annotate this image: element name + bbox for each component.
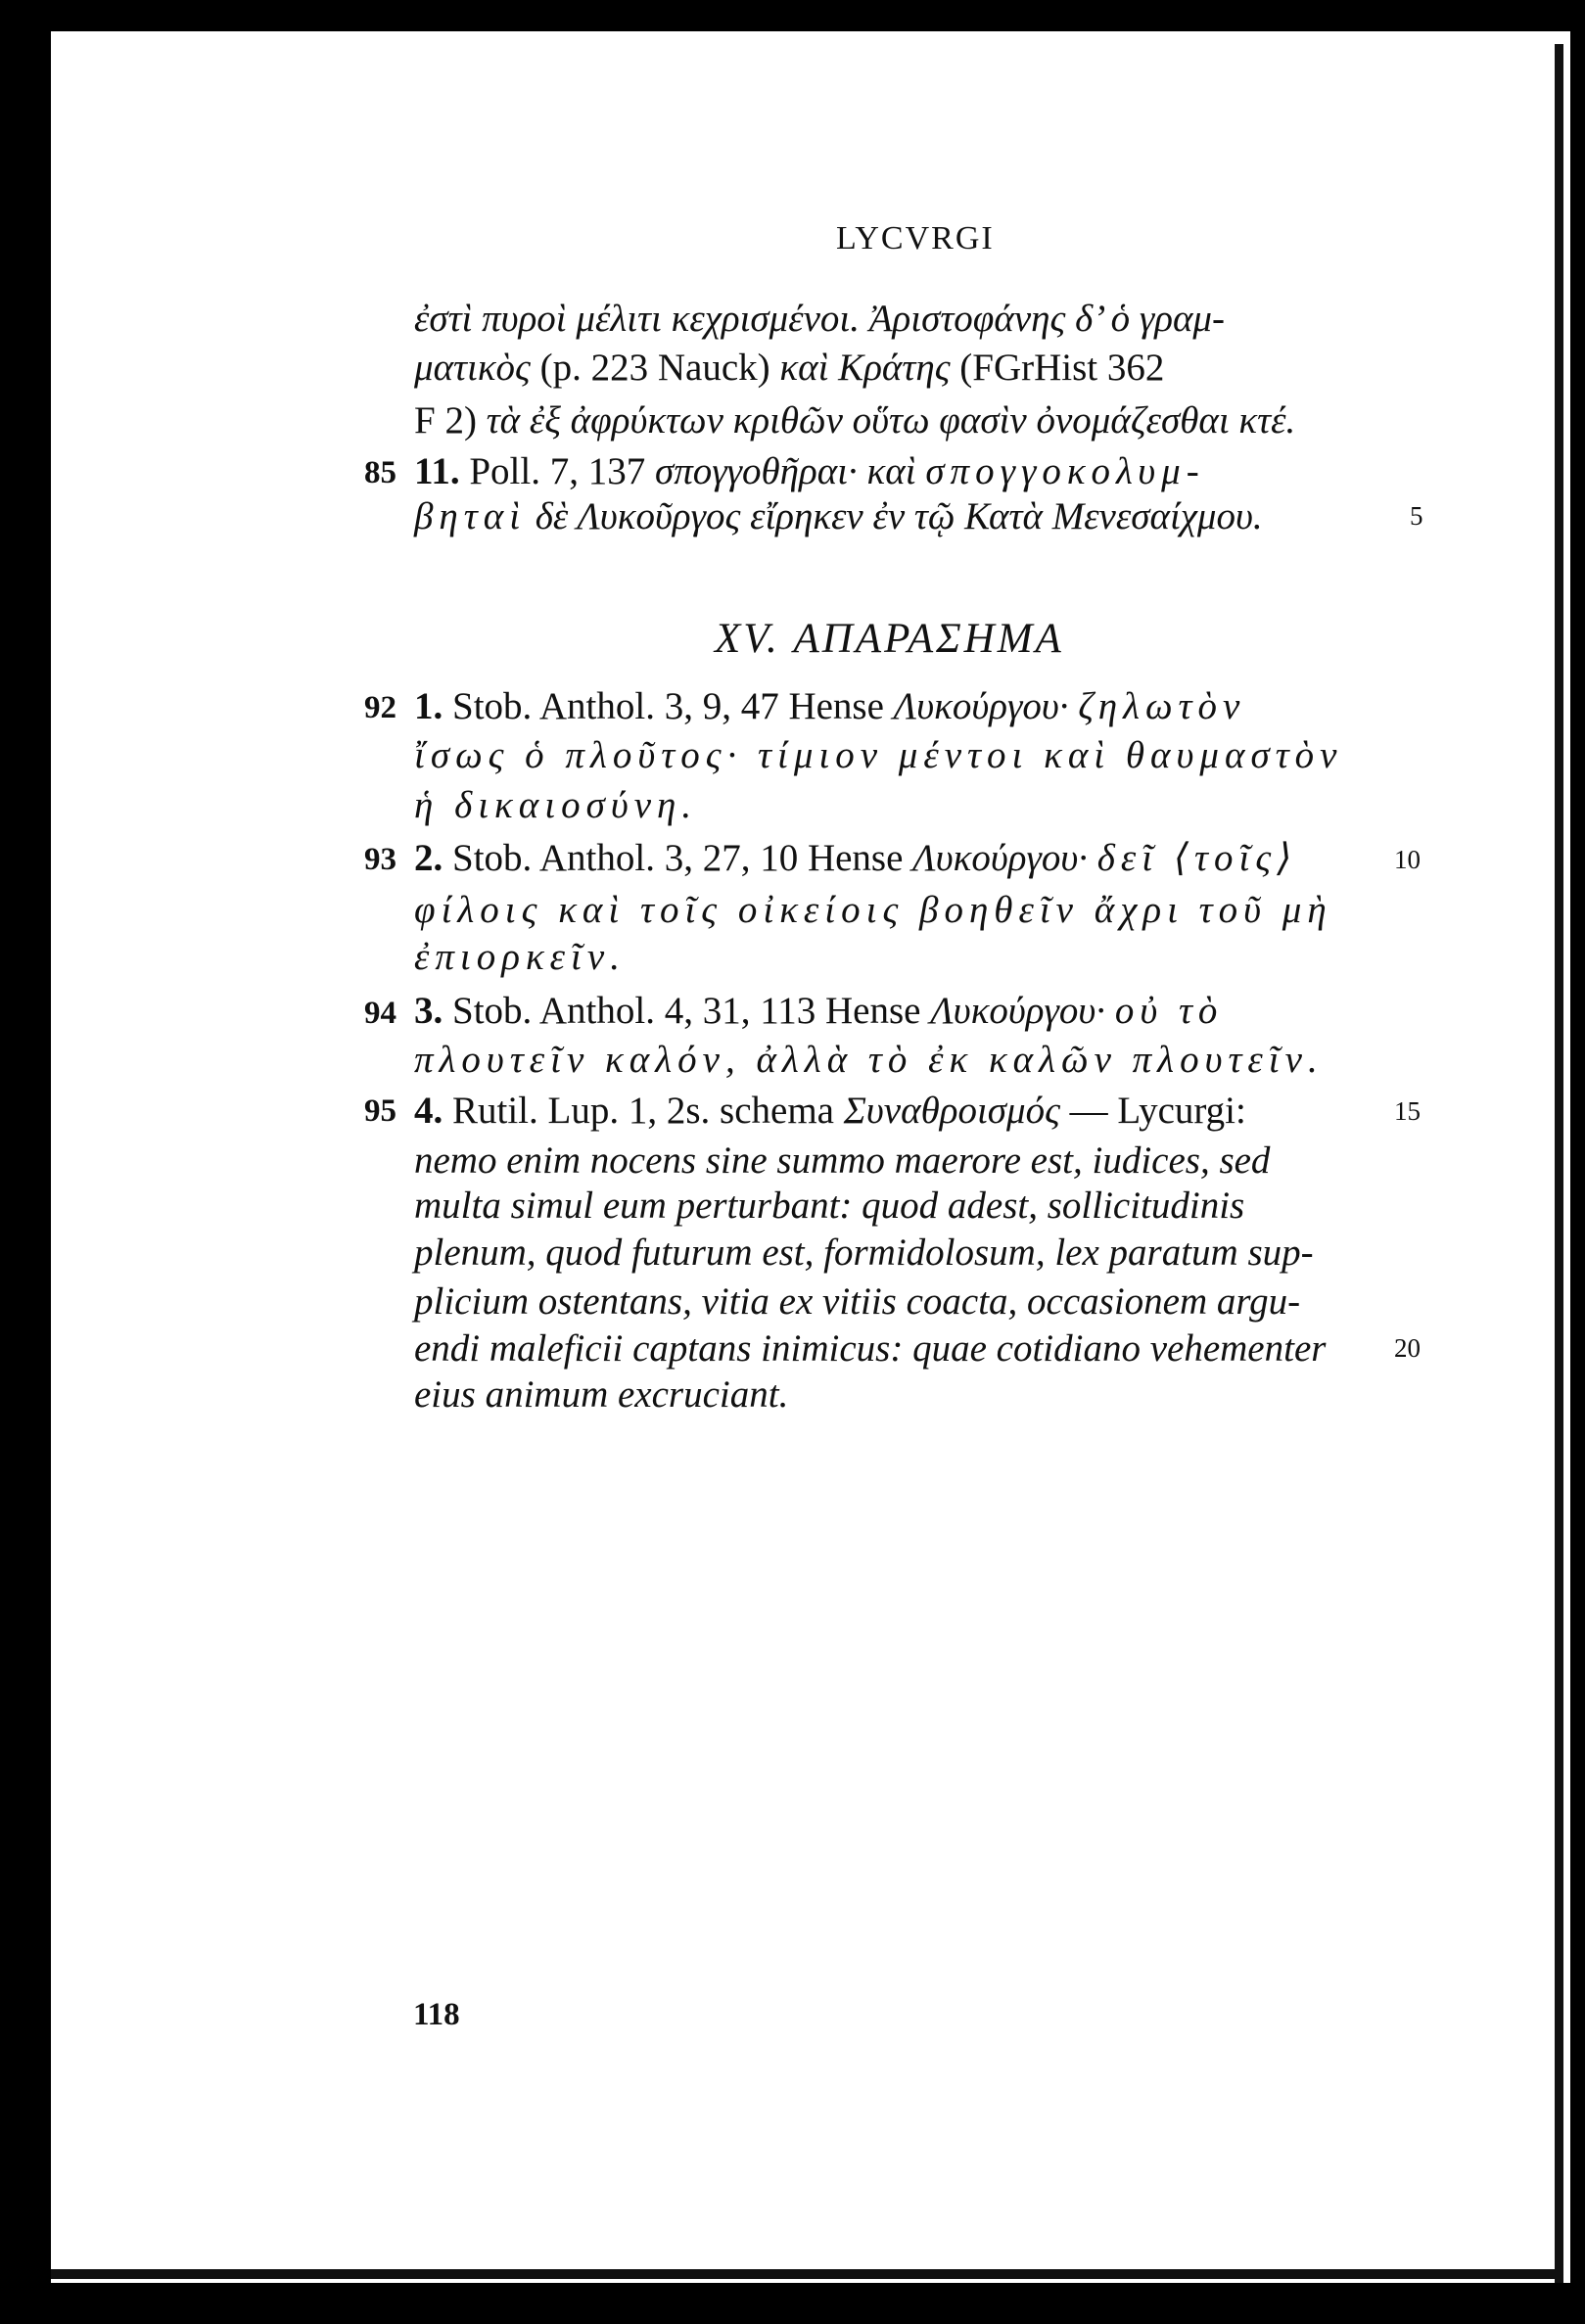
line-number: 10 (1394, 845, 1421, 874)
page-edge-shadow-bottom (51, 2269, 1563, 2279)
text-run: 3. (414, 990, 443, 1032)
text-run: δὲ Λυκοῦργος εἴρηκεν ἐν τῷ Κατὰ Μενεσαίχμου. (526, 495, 1263, 537)
text-line (414, 497, 1263, 535)
text-run: σπογγοκολυμ- (925, 450, 1205, 492)
text-line (414, 1141, 1270, 1180)
margin-number: 95 (364, 1093, 396, 1129)
text-run: ζηλωτὸν (1078, 685, 1246, 727)
margin-number: 85 (364, 455, 396, 490)
text-run: Λυκούργου· (930, 990, 1115, 1032)
text-run: 1. (414, 685, 443, 727)
text-run: καὶ Κράτης (779, 347, 951, 389)
text-line (414, 1233, 1314, 1272)
page-number: 118 (413, 1997, 460, 2032)
text-line (414, 349, 1164, 387)
text-run: σπογγοθῆραι· καὶ (654, 450, 926, 492)
text-run: plicium ostentans, vitia ex vitiis coacta, occasionem argu- (414, 1280, 1301, 1323)
text-line (414, 992, 1223, 1030)
text-run: ἡ δικαιοσύνη. (414, 784, 698, 826)
section-title: XV. ΑΠΑΡΑΣΗΜΑ (715, 616, 1064, 662)
margin-number: 94 (364, 996, 396, 1031)
text-run: οὐ τὸ (1114, 990, 1224, 1032)
text-line (414, 401, 1295, 440)
text-line (414, 452, 1205, 490)
text-line (414, 786, 697, 824)
text-line (414, 1329, 1326, 1368)
text-run: Λυκούργου· (912, 837, 1097, 879)
text-run: Stob. Anthol. 3, 9, 47 Hense (443, 685, 894, 727)
text-line (414, 1375, 788, 1414)
text-run: multa simul eum perturbant: quod adest, sollicitudinis (414, 1185, 1245, 1227)
text-run: Poll. 7, 137 (459, 450, 655, 492)
line-number: 5 (1410, 501, 1423, 531)
text-line (414, 1186, 1244, 1225)
text-run: 4. (414, 1090, 443, 1132)
text-line (414, 891, 1332, 929)
text-run: (FGrHist 362 (950, 347, 1165, 389)
text-run: Stob. Anthol. 4, 31, 113 Hense (443, 990, 931, 1032)
text-run: (p. 223 Nauck) (530, 347, 780, 389)
text-run: Stob. Anthol. 3, 27, 10 Hense (443, 837, 913, 879)
text-line (414, 300, 1225, 338)
text-run: Λυκούργου· (893, 685, 1079, 727)
text-run: 2. (414, 837, 443, 879)
margin-number: 93 (364, 842, 396, 877)
text-run: δεῖ ⟨τοῖς⟩ (1096, 837, 1298, 879)
text-run: ἐπιορκεῖν. (414, 936, 626, 978)
text-line (414, 938, 626, 976)
text-line (414, 839, 1297, 877)
text-run: ματικὸς (414, 347, 531, 389)
text-line (414, 1041, 1324, 1079)
text-run: endi maleficii captans inimicus: quae cotidiano vehementer (414, 1327, 1327, 1370)
text-run: πλουτεῖν καλόν, ἀλλὰ τὸ ἐκ καλῶν πλουτεῖν. (414, 1039, 1324, 1081)
text-run: nemo enim nocens sine summo maerore est, iudices, sed (414, 1139, 1271, 1182)
text-run: Συναθροισμός (843, 1090, 1060, 1132)
text-run: ἐστὶ πυροὶ μέλιτι κεχρισμένοι. Ἀριστοφάνης δ’ ὁ γραμ- (414, 298, 1225, 340)
text-line (414, 1092, 1246, 1130)
text-run: 11. (414, 450, 460, 492)
text-run: φίλοις καὶ τοῖς οἰκείοις βοηθεῖν ἄχρι τοῦ μὴ (414, 889, 1332, 931)
text-run: ἴσως ὁ πλοῦτος· τίμιον μέντοι καὶ θαυμαστὸν (414, 734, 1343, 776)
margin-number: 92 (364, 690, 396, 725)
text-run: plenum, quod futurum est, formidolosum, lex paratum sup- (414, 1232, 1314, 1274)
text-line (414, 736, 1342, 774)
text-run: F 2) (414, 399, 487, 442)
text-run: βηταὶ (414, 495, 527, 537)
text-run: Rutil. Lup. 1, 2s. schema (443, 1090, 844, 1132)
text-run: — Lycurgi: (1059, 1090, 1246, 1132)
text-line (414, 687, 1245, 725)
running-header: LYCVRGI (836, 220, 995, 256)
text-run: eius animum excruciant. (414, 1373, 789, 1416)
line-number: 20 (1394, 1333, 1421, 1363)
line-number: 15 (1394, 1096, 1421, 1126)
text-line (414, 1282, 1300, 1321)
text-run: τὰ ἐξ ἀφρύκτων κριθῶν οὕτω φασὶν ὀνομάζεσθαι κτέ. (486, 399, 1296, 442)
page-edge-shadow (1555, 44, 1563, 2283)
